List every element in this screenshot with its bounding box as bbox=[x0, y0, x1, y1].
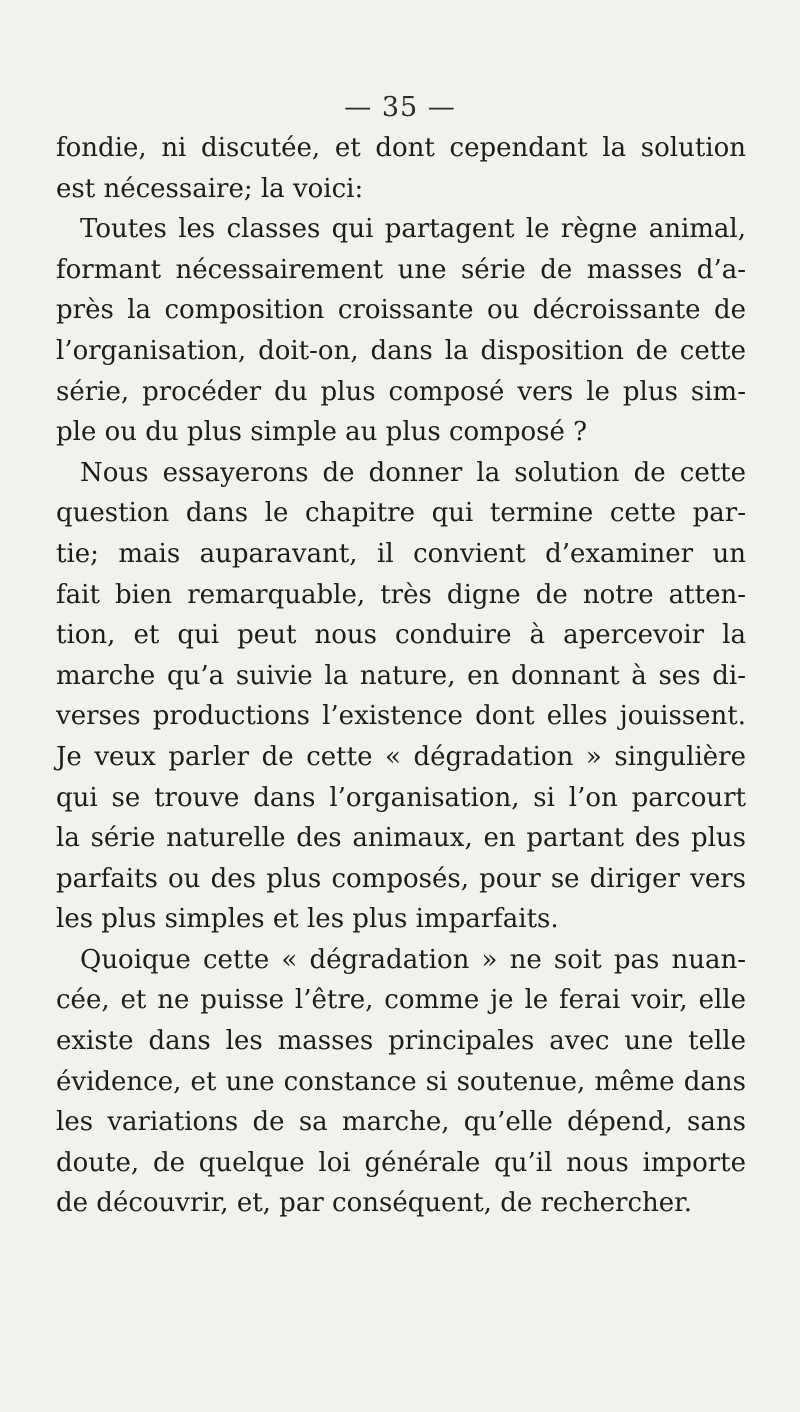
text-line: les plus simples et les plus imparfaits. bbox=[56, 904, 559, 935]
text-line: de découvrir, et, par conséquent, de rechercher. bbox=[56, 1188, 692, 1219]
text-line: Toutes les classes qui partagent le règne animal, bbox=[80, 214, 746, 245]
text-line: question dans le chapitre qui termine cette par- bbox=[56, 498, 746, 529]
text-line: est nécessaire; la voici: bbox=[56, 173, 364, 204]
text-line: la série naturelle des animaux, en partant des plus bbox=[56, 823, 746, 854]
text-line: existe dans les masses principales avec une telle bbox=[56, 1026, 746, 1057]
text-line: évidence, et une constance si soutenue, même dans bbox=[56, 1066, 746, 1097]
text-line: cée, et ne puisse l’être, comme je le ferai voir, elle bbox=[56, 985, 746, 1016]
text-line: tion, et qui peut nous conduire à apercevoir la bbox=[56, 620, 746, 651]
text-line: parfaits ou des plus composés, pour se diriger vers bbox=[56, 863, 746, 894]
text-line: verses productions l’existence dont elles jouissent. bbox=[56, 701, 746, 732]
page-number: — 35 — bbox=[344, 92, 456, 123]
text-line: Quoique cette « dégradation » ne soit pas nuan- bbox=[80, 944, 746, 975]
text-line: doute, de quelque loi générale qu’il nous importe bbox=[56, 1147, 746, 1178]
text-line: les variations de sa marche, qu’elle dépend, sans bbox=[56, 1107, 746, 1138]
text-line: formant nécessairement une série de masses d’a- bbox=[56, 254, 746, 285]
text-line: fait bien remarquable, très digne de notre atten- bbox=[56, 579, 746, 610]
text-line: Je veux parler de cette « dégradation » singulière bbox=[56, 741, 746, 772]
body-text bbox=[56, 128, 746, 1224]
text-line: l’organisation, doit-on, dans la disposition de cette bbox=[56, 335, 746, 366]
text-line: marche qu’a suivie la nature, en donnant à ses di- bbox=[56, 660, 746, 691]
text-line: qui se trouve dans l’organisation, si l’on parcourt bbox=[56, 782, 746, 813]
text-line: tie; mais auparavant, il convient d’examiner un bbox=[56, 538, 746, 569]
text-line: Nous essayerons de donner la solution de cette bbox=[80, 457, 746, 488]
text-line: ple ou du plus simple au plus composé ? bbox=[56, 417, 588, 448]
text-line: série, procéder du plus composé vers le plus sim- bbox=[56, 376, 746, 407]
text-line: près la composition croissante ou décroissante de bbox=[56, 295, 746, 326]
text-line: fondie, ni discutée, et dont cependant la solution bbox=[56, 133, 746, 163]
